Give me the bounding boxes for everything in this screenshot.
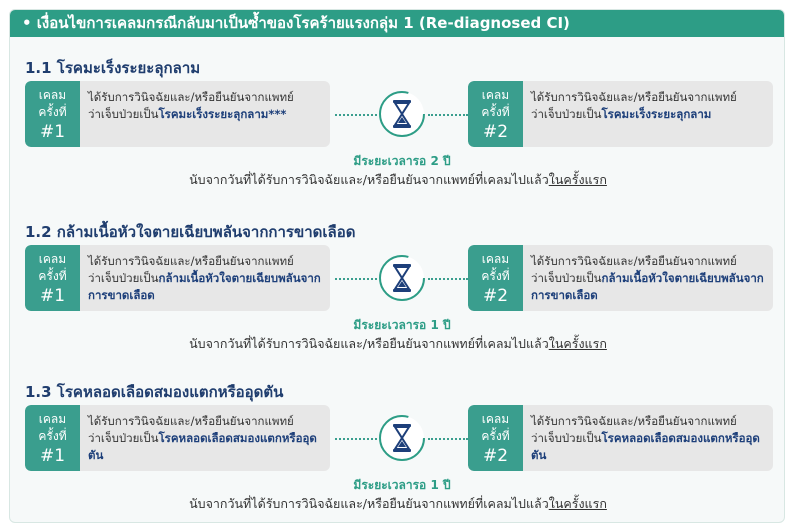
claim-card-second xyxy=(468,81,773,147)
section-title: 1.2 กล้ามเนื้อหัวใจตายเฉียบพลันจากการขาดเลือด xyxy=(25,223,356,241)
disease-name: โรคมะเร็งระยะลุกลาม*** xyxy=(158,107,287,121)
disease-name: กล้ามเนื้อหัวใจตายเฉียบพลันจากการขาดเลือด xyxy=(88,271,321,302)
claim-badge: เคลม ครั้งที่ #2 xyxy=(468,81,523,147)
connector-right xyxy=(428,114,468,116)
waiting-period: มีระยะเวลารอ 2 ปี xyxy=(353,154,451,168)
disease-name: โรคหลอดเลือดสมองแตกหรืออุดตัน xyxy=(531,431,760,462)
section-title: 1.1 โรคมะเร็งระยะลุกลาม xyxy=(25,59,201,77)
connector-right xyxy=(428,278,468,280)
connector-left xyxy=(335,114,377,116)
claim-badge: เคลม ครั้งที่ #1 xyxy=(25,405,80,471)
claim-badge: เคลม ครั้งที่ #2 xyxy=(468,245,523,311)
section-heart xyxy=(10,220,784,360)
claim-text: ได้รับการวินิจฉัยและ/หรือยืนยันจากแพทย์ ว่าเจ็บป่วยเป็นโรคหลอดเลือดสมองแตกหรืออุดตัน xyxy=(531,414,760,462)
section-cancer xyxy=(10,56,784,196)
waiting-note: นับจากวันที่ได้รับการวินิจฉัยและ/หรือยืนยันจากแพทย์ที่เคลมไปแล้วในครั้งแรก xyxy=(189,172,607,187)
claim-text: ได้รับการวินิจฉัยและ/หรือยืนยันจากแพทย์ ว่าเจ็บป่วยเป็นกล้ามเนื้อหัวใจตายเฉียบพลันจากการขาดเลือด xyxy=(531,254,764,302)
claim-conditions-panel xyxy=(9,9,785,523)
connector-right xyxy=(428,438,468,440)
disease-name: โรคหลอดเลือดสมองแตกหรืออุดตัน xyxy=(88,431,317,462)
claim-card-first xyxy=(25,81,330,147)
claim-text: ได้รับการวินิจฉัยและ/หรือยืนยันจากแพทย์ ว่าเจ็บป่วยเป็นโรคหลอดเลือดสมองแตกหรืออุดตัน xyxy=(88,414,317,462)
disease-name: โรคมะเร็งระยะลุกลาม xyxy=(601,107,712,121)
connector-left xyxy=(335,438,377,440)
waiting-period: มีระยะเวลารอ 1 ปี xyxy=(353,478,451,492)
waiting-note: นับจากวันที่ได้รับการวินิจฉัยและ/หรือยืนยันจากแพทย์ที่เคลมไปแล้วในครั้งแรก xyxy=(189,496,607,511)
claim-badge: เคลม ครั้งที่ #2 xyxy=(468,405,523,471)
waiting-note: นับจากวันที่ได้รับการวินิจฉัยและ/หรือยืนยันจากแพทย์ที่เคลมไปแล้วในครั้งแรก xyxy=(189,336,607,351)
claim-badge: เคลม ครั้งที่ #1 xyxy=(25,81,80,147)
hourglass-icon xyxy=(378,90,426,138)
section-title: 1.3 โรคหลอดเลือดสมองแตกหรืออุดตัน xyxy=(25,383,284,401)
claim-badge: เคลม ครั้งที่ #1 xyxy=(25,245,80,311)
waiting-period: มีระยะเวลารอ 1 ปี xyxy=(353,318,451,332)
claim-card-second xyxy=(468,405,773,471)
claim-card-first xyxy=(25,245,330,311)
claim-card-first xyxy=(25,405,330,471)
connector-left xyxy=(335,278,377,280)
claim-text: ได้รับการวินิจฉัยและ/หรือยืนยันจากแพทย์ ว่าเจ็บป่วยเป็นกล้ามเนื้อหัวใจตายเฉียบพลันจากการขาดเลือด xyxy=(88,254,321,302)
disease-name: กล้ามเนื้อหัวใจตายเฉียบพลันจากการขาดเลือด xyxy=(531,271,764,302)
claim-text: ได้รับการวินิจฉัยและ/หรือยืนยันจากแพทย์ ว่าเจ็บป่วยเป็นโรคมะเร็งระยะลุกลาม*** xyxy=(88,90,294,121)
claim-text: ได้รับการวินิจฉัยและ/หรือยืนยันจากแพทย์ ว่าเจ็บป่วยเป็นโรคมะเร็งระยะลุกลาม xyxy=(531,90,737,121)
section-stroke xyxy=(10,380,784,520)
panel-header: • เงื่อนไขการเคลมกรณีกลับมาเป็นซ้ำของโรคร้ายแรงกลุ่ม 1 (Re-diagnosed CI) xyxy=(10,10,784,37)
hourglass-icon xyxy=(378,414,426,462)
claim-card-second xyxy=(468,245,773,311)
hourglass-icon xyxy=(378,254,426,302)
